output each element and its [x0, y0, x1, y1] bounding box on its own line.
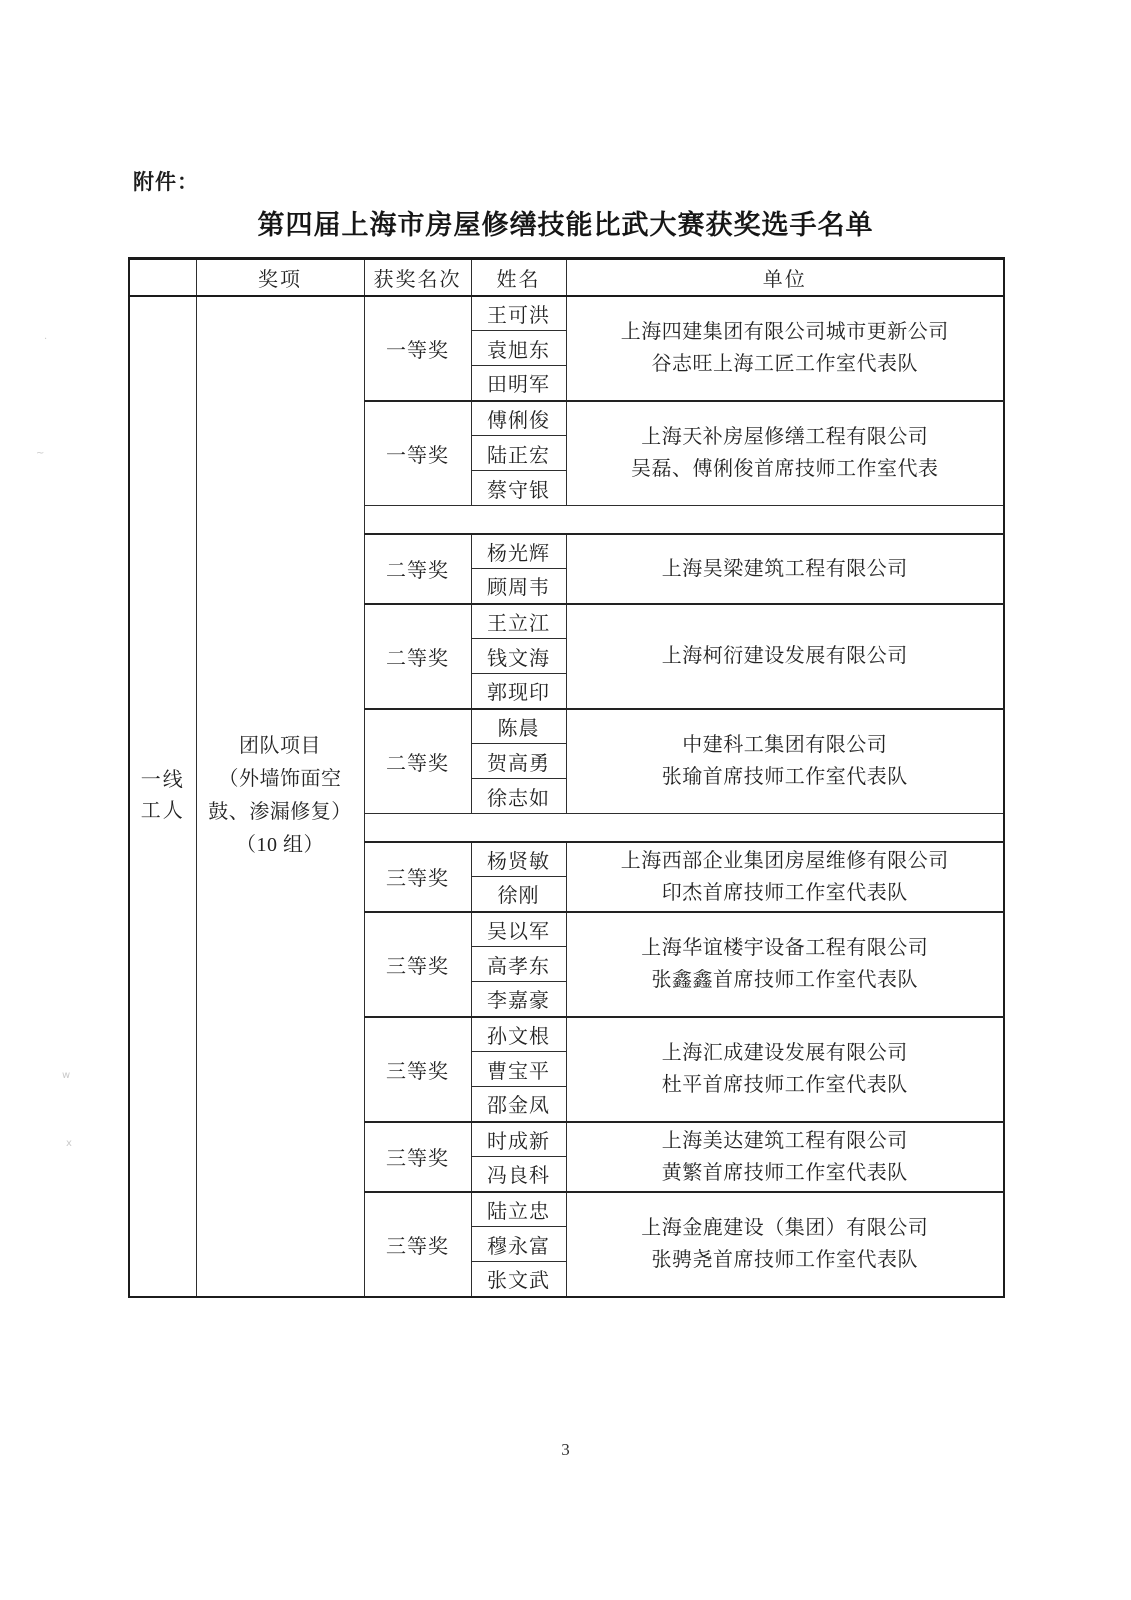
name-cell: 田明军 [471, 366, 566, 401]
name-cell: 陆正宏 [471, 436, 566, 471]
name-cell: 傅俐俊 [471, 401, 566, 436]
rank-cell: 三等奖 [364, 1192, 471, 1297]
scan-artifact-mark: x [66, 1138, 72, 1149]
worker-category-cell: 一线 工人 [129, 296, 196, 1297]
col-header-unit: 单位 [566, 259, 1004, 296]
name-cell: 杨贤敏 [471, 842, 566, 877]
name-cell: 陈晨 [471, 709, 566, 744]
unit-cell: 上海昊梁建筑工程有限公司 [566, 534, 1004, 604]
spacer-cell [364, 506, 1004, 534]
name-cell: 孙文根 [471, 1017, 566, 1052]
unit-cell: 上海四建集团有限公司城市更新公司 谷志旺上海工匠工作室代表队 [566, 296, 1004, 401]
name-cell: 杨光辉 [471, 534, 566, 569]
rank-cell: 一等奖 [364, 296, 471, 401]
rank-cell: 三等奖 [364, 1122, 471, 1192]
name-cell: 张文武 [471, 1262, 566, 1297]
name-cell: 冯良科 [471, 1157, 566, 1192]
rank-cell: 三等奖 [364, 912, 471, 1017]
unit-cell: 上海汇成建设发展有限公司 杜平首席技师工作室代表队 [566, 1017, 1004, 1122]
name-cell: 曹宝平 [471, 1052, 566, 1087]
rank-cell: 三等奖 [364, 1017, 471, 1122]
col-header-award: 奖项 [196, 259, 364, 296]
rank-cell: 二等奖 [364, 709, 471, 814]
name-cell: 王可洪 [471, 296, 566, 331]
rank-cell: 一等奖 [364, 401, 471, 506]
rank-cell: 二等奖 [364, 534, 471, 604]
name-cell: 蔡守银 [471, 471, 566, 506]
page-number: 3 [561, 1440, 570, 1459]
unit-cell: 上海华谊楼宇设备工程有限公司 张鑫鑫首席技师工作室代表队 [566, 912, 1004, 1017]
award-category-cell: 团队项目 （外墙饰面空 鼓、渗漏修复） （10 组） [196, 296, 364, 1297]
col-header-name: 姓名 [471, 259, 566, 296]
name-cell: 顾周韦 [471, 569, 566, 604]
col-header-corner [129, 259, 196, 296]
name-cell: 李嘉豪 [471, 982, 566, 1017]
spacer-cell [364, 814, 1004, 842]
name-cell: 陆立忠 [471, 1192, 566, 1227]
scan-artifact-mark: ~ [36, 448, 45, 459]
winners-table-body [129, 296, 1004, 1297]
unit-cell: 上海西部企业集团房屋维修有限公司 印杰首席技师工作室代表队 [566, 842, 1004, 912]
rank-cell: 三等奖 [364, 842, 471, 912]
name-cell: 穆永富 [471, 1227, 566, 1262]
winners-table [128, 257, 1005, 1298]
unit-cell: 上海金鹿建设（集团）有限公司 张骋尧首席技师工作室代表队 [566, 1192, 1004, 1297]
name-cell: 高孝东 [471, 947, 566, 982]
name-cell: 徐志如 [471, 779, 566, 814]
scan-artifact-mark: · [44, 334, 48, 345]
unit-cell: 中建科工集团有限公司 张瑜首席技师工作室代表队 [566, 709, 1004, 814]
table-header-row [129, 259, 1004, 296]
unit-cell: 上海天补房屋修缮工程有限公司 吴磊、傅俐俊首席技师工作室代表 [566, 401, 1004, 506]
unit-cell: 上海美达建筑工程有限公司 黄繁首席技师工作室代表队 [566, 1122, 1004, 1192]
col-header-rank: 获奖名次 [364, 259, 471, 296]
rank-cell: 二等奖 [364, 604, 471, 709]
scan-artifact-mark: w [62, 1070, 71, 1081]
name-cell: 时成新 [471, 1122, 566, 1157]
name-cell: 郭现印 [471, 674, 566, 709]
name-cell: 钱文海 [471, 639, 566, 674]
attachment-label: 附件： [133, 170, 199, 194]
name-cell: 徐刚 [471, 877, 566, 912]
page-title: 第四届上海市房屋修缮技能比武大赛获奖选手名单 [257, 210, 874, 240]
name-cell: 吴以军 [471, 912, 566, 947]
unit-cell: 上海柯衍建设发展有限公司 [566, 604, 1004, 709]
name-cell: 邵金凤 [471, 1087, 566, 1122]
name-cell: 王立江 [471, 604, 566, 639]
name-cell: 袁旭东 [471, 331, 566, 366]
name-cell: 贺高勇 [471, 744, 566, 779]
table-row [129, 296, 1004, 331]
